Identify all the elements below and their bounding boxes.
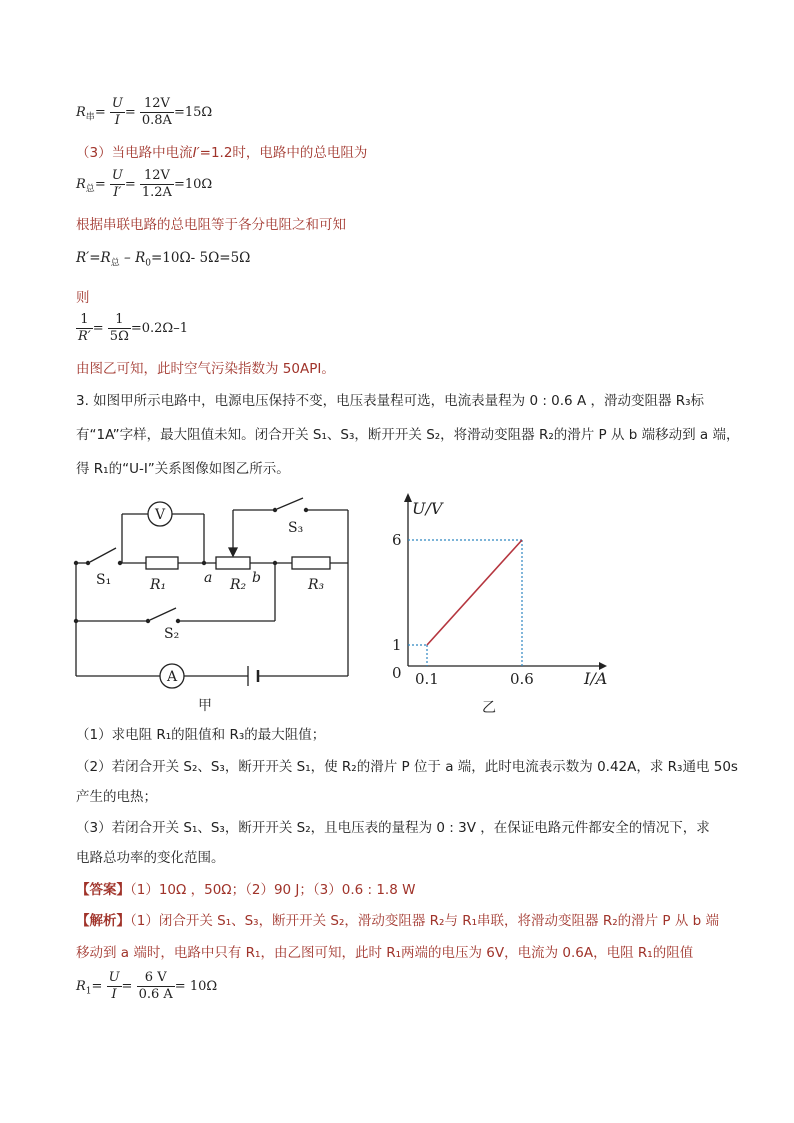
analysis-tag: 【解析】 bbox=[76, 913, 130, 929]
x-tick-label: 0.1 bbox=[415, 670, 439, 688]
r3-label: R₃ bbox=[308, 577, 325, 593]
s1-label: S₁ bbox=[96, 572, 112, 588]
y-axis-label: U/V bbox=[412, 499, 443, 518]
equation-r-prime: $R'=R_总 - R_0=10\Omega-$ 5Ω=5Ω bbox=[76, 250, 251, 269]
q3-line1: 3. 如图甲所示电路中，电源电压保持不变，电压表量程可选，电流表量程为 0 : 0.6 A ，滑动变阻器 R₃标 bbox=[76, 393, 705, 409]
sub-question-2: （2）若闭合开关 S₂、S₃，断开开关 S₁，使 R₂的滑片 P 位于 a 端，此时电流表示数为 0.42A，求 R₃通电 50s bbox=[76, 759, 738, 775]
conclusion-text: 由图乙可知，此时空气污染指数为 50API。 bbox=[76, 361, 335, 377]
origin-label: 0 bbox=[392, 664, 402, 682]
answer-line bbox=[76, 879, 415, 901]
r1-label: R₁ bbox=[150, 577, 167, 593]
answer-text: （1）10Ω ，50Ω；（2）90 J；（3）0.6 : 1.8 W bbox=[130, 882, 416, 898]
equation-r1: $R_1=$ $\frac{U}{I}$ = $\frac{6 V}{0.6 A}$ = 10Ω bbox=[76, 970, 218, 1002]
terminal-b-label: b bbox=[252, 570, 261, 586]
equation-reciprocal: $\frac{1}{R'}$ = $\frac{1}{5\Omega}$ =0.2Ω–1 bbox=[78, 312, 188, 344]
r2-label: R₂ bbox=[230, 577, 247, 593]
analysis-line1: 【解析】（1）闭合开关 S₁、S₃，断开开关 S₂，滑动变阻器 R₂与 R₁串联，将滑动变阻器 R₂的滑片 P 从 b 端 bbox=[76, 913, 719, 929]
step3-text: （3）当电路中电流I′=1.2时，电路中的总电阻为 bbox=[76, 145, 368, 161]
sub-question-1: （1）求电阻 R₁的阻值和 R₃的最大阻值； bbox=[76, 727, 326, 743]
then-label: 则 bbox=[76, 290, 90, 306]
ammeter-label: A bbox=[167, 669, 178, 685]
x-axis-label: I/A bbox=[584, 669, 608, 688]
answer-tag: 【答案】 bbox=[76, 882, 130, 898]
analysis-line2: 移动到 a 端时，电路中只有 R₁，由乙图可知，此时 R₁两端的电压为 6V，电流为 0.6A，电阻 R₁的阻值 bbox=[76, 945, 694, 961]
sub-question-3: （3）若闭合开关 S₁、S₃，断开开关 S₂，且电压表的量程为 0 : 3V ，在保证电路元件都安全的情况下，求 bbox=[76, 820, 710, 836]
q3-line3: 得 R₁的“U-I”关系图像如图乙所示。 bbox=[76, 461, 290, 477]
voltmeter-label: V bbox=[155, 507, 166, 523]
circuit-diagram bbox=[70, 488, 370, 718]
circuit-caption: 甲 bbox=[198, 698, 212, 714]
s2-label: S₂ bbox=[164, 626, 180, 642]
y-tick-label: 1 bbox=[392, 636, 402, 654]
sub-question-3-cont: 电路总功率的变化范围。 bbox=[76, 850, 225, 866]
chart-caption: 乙 bbox=[482, 700, 496, 716]
equation-series-resistance: $R_串=$ $\frac{U}{I}$ = $\frac{12V}{0.8A}$ =15Ω bbox=[76, 96, 213, 128]
q3-line2: 有“1A”字样，最大阻值未知。闭合开关 S₁、S₃，断开开关 S₂，将滑动变阻器 R₂的滑片 P 从 b 端移动到 a 端， bbox=[76, 427, 740, 443]
ui-chart bbox=[382, 488, 622, 722]
sub-question-2-cont: 产生的电热； bbox=[76, 789, 157, 805]
terminal-a-label: a bbox=[204, 570, 213, 586]
series-line bbox=[427, 540, 522, 645]
equation-total-resistance: $R_总=$ $\frac{U}{I'}$ = $\frac{12V}{1.2A}$ =10Ω bbox=[76, 168, 213, 200]
s3-label: S₃ bbox=[288, 520, 304, 536]
x-tick-label: 0.6 bbox=[510, 670, 534, 688]
y-tick-label: 6 bbox=[392, 531, 402, 549]
series-rule-text: 根据串联电路的总电阻等于各分电阻之和可知 bbox=[76, 217, 346, 233]
